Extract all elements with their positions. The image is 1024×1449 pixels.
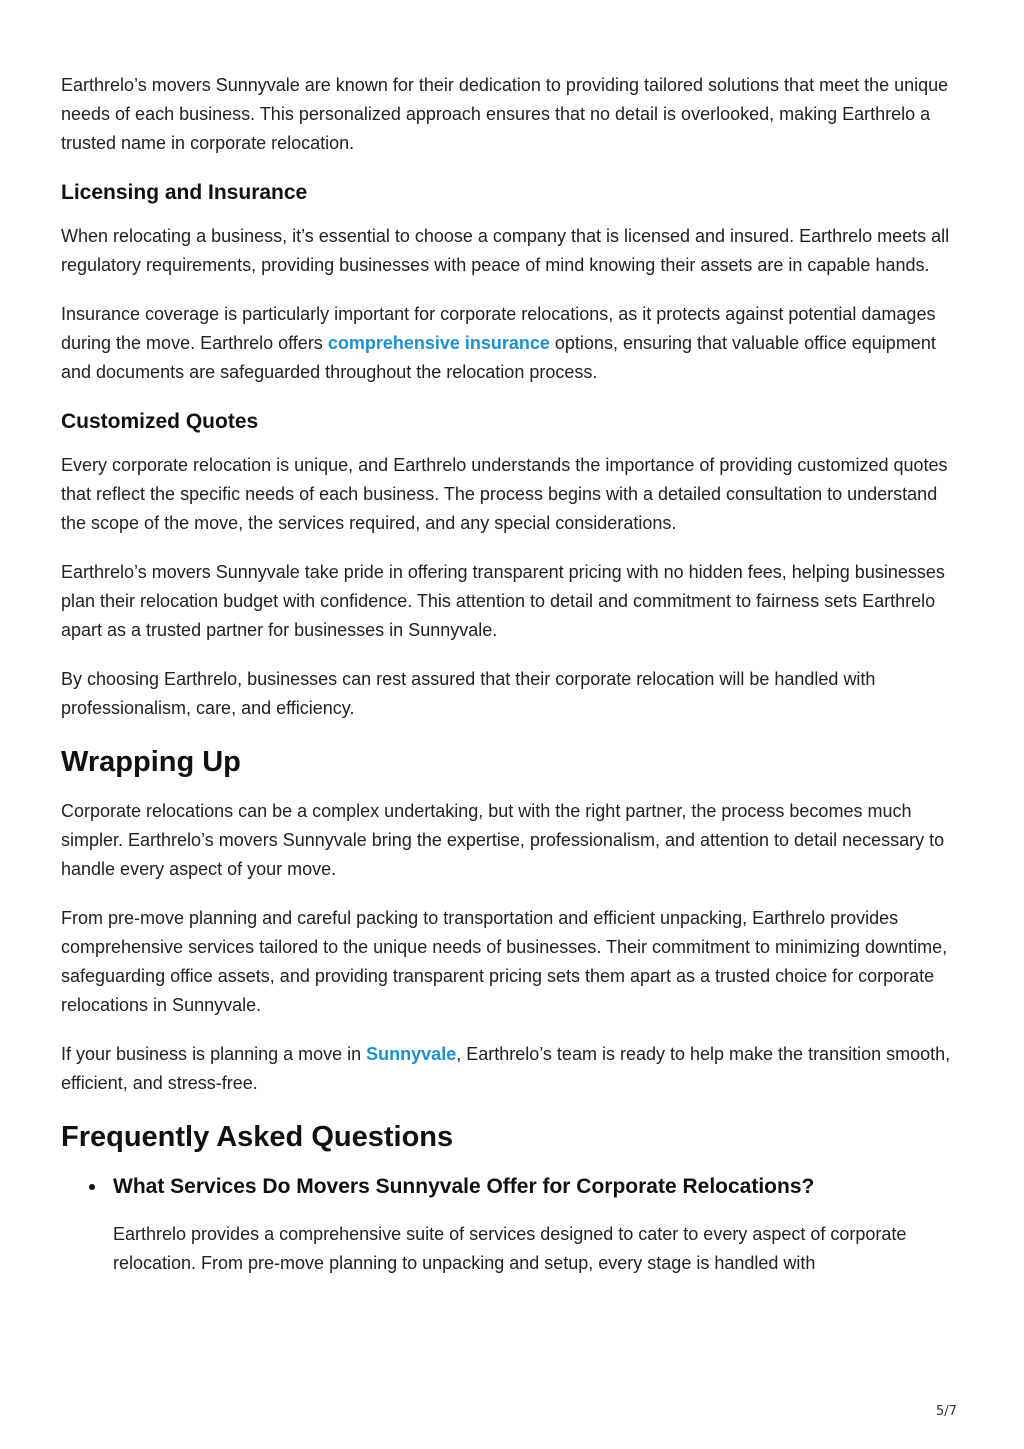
licensing-paragraph-1: When relocating a business, it’s essential to choose a company that is licensed and insured. Earthrelo meets all regulatory requirements, providing businesses with peace of mind knowing their assets are in capable hands. bbox=[61, 226, 950, 275]
heading-wrapping-up: Wrapping Up bbox=[61, 746, 241, 778]
wrap-paragraph-2: From pre-move planning and careful packing to transportation and efficient unpacking, Earthrelo provides comprehensive services tailored to the unique needs of businesses. Their commitment to minimizing downtime, safeguarding office assets, and providing transparent pricing sets them apart as a trusted choice for corporate relocations in Sunnyvale. bbox=[61, 908, 948, 1015]
bullet-icon bbox=[89, 1184, 95, 1190]
faq-question bbox=[113, 1172, 966, 1202]
licensing-paragraph-2-end: options, ensuring that valuable office equipment and documents are safeguarded throughout the relocation process. bbox=[61, 333, 936, 382]
faq-list bbox=[61, 1172, 966, 1278]
page-number: 5/7 bbox=[936, 1404, 957, 1419]
faq-item bbox=[61, 1172, 966, 1278]
licensing-paragraph-2 bbox=[61, 300, 966, 387]
quotes-paragraph-2: Earthrelo’s movers Sunnyvale take pride in offering transparent pricing with no hidden fees, helping businesses plan their relocation budget with confidence. This attention to detail and commitment to fairness sets Earthrelo apart as a trusted partner for businesses in Sunnyvale. bbox=[61, 562, 945, 640]
faq-question-text: What Services Do Movers Sunnyvale Offer for Corporate Relocations? bbox=[113, 1175, 815, 1198]
heading-faq: Frequently Asked Questions bbox=[61, 1121, 454, 1153]
quotes-paragraph-1: Every corporate relocation is unique, and Earthrelo understands the importance of providing customized quotes that reflect the specific needs of each business. The process begins with a detailed consultation to understand the scope of the move, the services required, and any special considerations. bbox=[61, 455, 948, 533]
heading-licensing: Licensing and Insurance bbox=[61, 181, 308, 204]
wrap-paragraph-3 bbox=[61, 1040, 966, 1098]
wrap-paragraph-3-end: , Earthrelo’s team is ready to help make the transition smooth, efficient, and stress-free. bbox=[61, 1044, 951, 1093]
comprehensive-insurance-link[interactable]: comprehensive insurance bbox=[327, 333, 550, 353]
sunnyvale-link[interactable]: Sunnyvale bbox=[366, 1044, 457, 1064]
wrap-paragraph-3-start: If your business is planning a move in bbox=[61, 1044, 367, 1064]
heading-customized-quotes: Customized Quotes bbox=[61, 410, 259, 433]
document-body bbox=[61, 71, 966, 1298]
licensing-paragraph-2-start: Insurance coverage is particularly important for corporate relocations, as it protects against potential damages during the move. Earthrelo offers bbox=[61, 304, 936, 353]
faq-answer: Earthrelo provides a comprehensive suite of services designed to cater to every aspect of corporate relocation. From pre-move planning to unpacking and setup, every stage is handled with bbox=[113, 1224, 907, 1273]
intro-paragraph: Earthrelo’s movers Sunnyvale are known for their dedication to providing tailored solutions that meet the unique needs of each business. This personalized approach ensures that no detail is overlooked, making Earthrelo a trusted name in corporate relocation. bbox=[61, 75, 949, 153]
quotes-paragraph-3: By choosing Earthrelo, businesses can rest assured that their corporate relocation will be handled with professionalism, care, and efficiency. bbox=[61, 669, 876, 718]
wrap-paragraph-1: Corporate relocations can be a complex undertaking, but with the right partner, the process becomes much simpler. Earthrelo’s movers Sunnyvale bring the expertise, professionalism, and attention to detail necessary to handle every aspect of your move. bbox=[61, 801, 945, 879]
